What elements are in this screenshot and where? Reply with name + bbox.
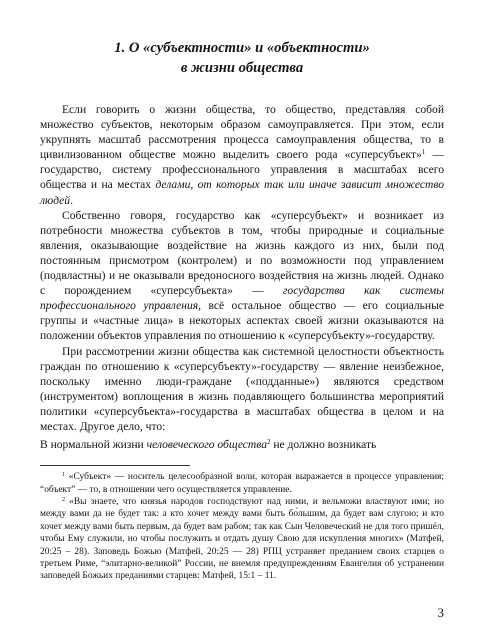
footnote-1-text: «Субъект» — носитель целесообразной воли, которая выражается в процессе управления; “объект” — то, в отношении чего осуществляется управление. bbox=[40, 472, 444, 495]
paragraph-1 bbox=[40, 103, 444, 209]
footnote-ref-2[interactable]: 2 bbox=[266, 438, 271, 447]
chapter-heading bbox=[40, 38, 444, 78]
paragraph-2-text: Собственно говоря, государство как «суперсубъект» и возникает из потребности множества субъектов в том, чтобы природные и социальные явления, оказывающие воздействие на жизнь каждого из них, были под постоянным присмотром (контролем) и по возможности под управлением (подвластны) и не оказывали вредоносного воздействия на жизнь людей. Однако с порождением «суперсубъекта» — bbox=[40, 209, 444, 298]
paragraph-1-text-3: . bbox=[70, 194, 73, 207]
paragraph-2-text-2: , всё остальное общество — его социальные группы и «частные лица» в некоторых аспектах своей жизни оказываются на положении объектов управления по отношению к «суперсубъекту»-государству. bbox=[40, 300, 444, 343]
footnote-2-number: 2 bbox=[62, 496, 65, 503]
paragraph-4 bbox=[40, 438, 444, 453]
heading-line-2: в жизни общества bbox=[180, 60, 304, 76]
footnotes bbox=[40, 471, 444, 583]
paragraph-4-italic: человеческого общества bbox=[146, 439, 267, 452]
paragraph-4-text: В нормальной жизни bbox=[40, 439, 147, 452]
paragraph-4-text-2: не должно возникать bbox=[270, 439, 377, 452]
footnote-1 bbox=[40, 471, 444, 496]
heading-line-1: 1. О «субъектности» и «объектности» bbox=[114, 40, 370, 56]
footnote-separator bbox=[40, 465, 190, 466]
body-text bbox=[40, 103, 444, 453]
footnote-2 bbox=[40, 496, 444, 583]
paragraph-3 bbox=[40, 345, 444, 436]
footnote-ref-1[interactable]: 1 bbox=[421, 148, 426, 157]
paragraph-3-text: При рассмотрении жизни общества как системной целостности объектность граждан по отношению к «суперсубъекту»-государству — явление неизбежное, поскольку именно люди-граждане («подданные») являются средством (инструментом) воплощения в жизнь подавляющего большинства мероприятий политики «суперсубъекта»-государства в масштабах общества в целом и на местах. Другое дело, что: bbox=[40, 345, 444, 433]
paragraph-1-text: Если говорить о жизни общества, то общество, представляя собой множество субъектов, некоторым образом самоуправляется. При этом, если укрупнять масштаб рассмотрения процесса самоуправления общества, то в цивилизованном обществе можно выделить своего рода «суперсубъект» bbox=[40, 104, 444, 162]
paragraph-2 bbox=[40, 209, 444, 345]
page-number: 3 bbox=[437, 605, 444, 620]
footnote-2-text: «Вы знаете, что князья народов господствуют над ними, и вельможи властвуют ими; но между вами да не будет так: а кто хочет между вами быть бо́льшим, да будет вам слугою; и кто хочет между вами быть первым, да будет вам рабом; так как Сын Человеческий не для того пришёл, чтобы Ему служили, но чтобы послужить и отдать душу Свою для искупления многих» (Матфей, 20:25 – 28). Заповедь Божью (Матфей, 20:25 — 28) РПЦ устраняет преданием своих старцев о третьем Риме, “элитарно-великой” России, не внемля предупреждениям Евангелия об устранении заповедей Божьих преданиями старцев: Матфей, 15:1 – 11. bbox=[40, 496, 444, 582]
paragraph-1-italic: делами, от которых так или иначе зависит множество людей bbox=[40, 179, 445, 207]
paragraph-2-italic: государства как системы профессионального управления bbox=[40, 285, 444, 313]
paragraph-1-text-2: — государство, систему профессионального управления в масштабах всего общества и на местах bbox=[40, 149, 445, 192]
footnote-1-number: 1 bbox=[62, 472, 65, 479]
